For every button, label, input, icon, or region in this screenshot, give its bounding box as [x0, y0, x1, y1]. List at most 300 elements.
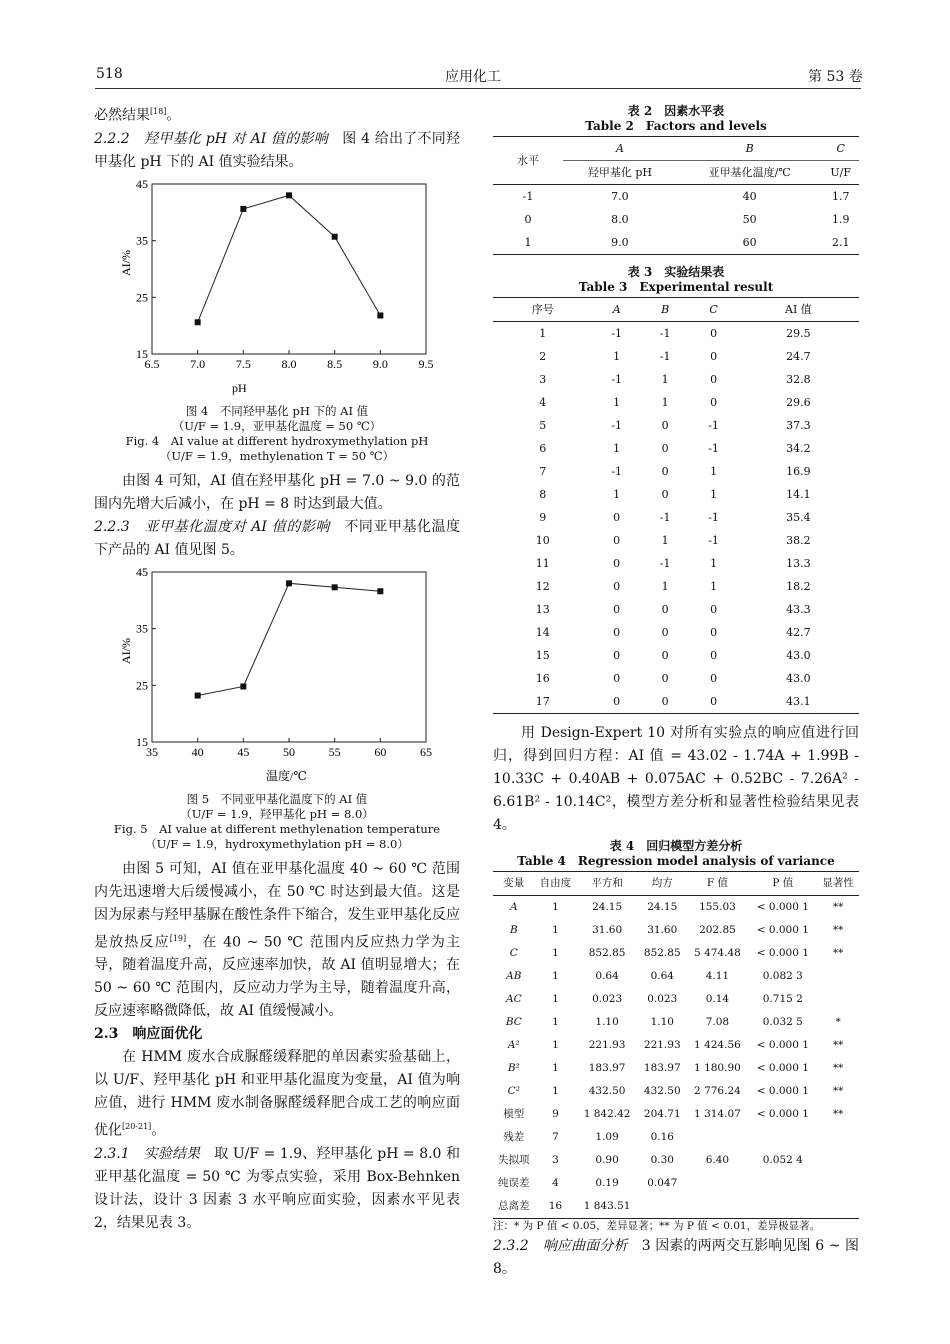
table-cell: 0 [613, 534, 621, 547]
header-rule [95, 88, 861, 89]
table-cell: 1 [552, 993, 559, 1005]
table-cell: 1 [710, 465, 718, 478]
table-cell: 0 [710, 626, 718, 639]
data-point [377, 312, 383, 318]
table-cell: < 0.000 1 [756, 1039, 809, 1051]
table-cell: 4 [552, 1177, 559, 1189]
x-tick-label: 55 [328, 744, 341, 759]
table-row [493, 231, 859, 255]
table-cell: -1 [659, 327, 671, 340]
table-cell: ** [832, 1085, 844, 1097]
data-point [286, 580, 292, 586]
table-cell: -1 [708, 534, 719, 547]
table-cell: 1 [552, 970, 559, 982]
table-cell [817, 1126, 859, 1149]
table-row [493, 575, 859, 598]
table-cell: 0 [613, 649, 621, 662]
y-tick-label: 15 [136, 734, 148, 749]
table-cell [687, 1126, 749, 1149]
table-cell: < 0.000 1 [756, 947, 809, 959]
journal-name: 应用化工 [445, 69, 501, 85]
table-row [493, 919, 859, 942]
table-cell: 1 [552, 901, 559, 913]
table-cell: 8 [539, 488, 547, 501]
table-row [493, 1057, 859, 1080]
table-cell: 1 [710, 580, 718, 593]
table-row [493, 644, 859, 667]
table-cell: 1 314.07 [694, 1108, 741, 1120]
table-cell: 13.3 [786, 557, 811, 570]
table-row [493, 942, 859, 965]
table-cell: 0 [710, 396, 718, 409]
figure-5-condition-en: （U/F = 1.9，hydroxymethylation pH = 8.0） [145, 836, 409, 851]
table-header: U/F [830, 166, 851, 179]
y-tick-label: 45 [136, 176, 148, 191]
table-cell: 14.1 [786, 488, 811, 501]
table-cell: 1 424.56 [694, 1039, 741, 1051]
table-cell: 3 [539, 373, 547, 386]
table-cell: 0.052 4 [762, 1154, 803, 1166]
table-cell: 残差 [503, 1131, 525, 1143]
table-header: A [612, 303, 621, 316]
table-2-title-en: Table 2 Factors and levels [585, 119, 767, 133]
section-title: 2.2.3 亚甲基化温度对 AI 值的影响 [94, 518, 330, 535]
table-cell: < 0.000 1 [756, 1085, 809, 1097]
table-cell: 1 [552, 924, 559, 936]
table-cell: 204.71 [643, 1108, 681, 1120]
table-cell: 5 474.48 [694, 947, 741, 959]
table-2-title-cn: 表 2 因素水平表 [627, 104, 725, 118]
table-cell: 1 [661, 580, 669, 593]
table-cell: 总离差 [498, 1200, 530, 1212]
section-2-2-3: 2.2.3 亚甲基化温度对 AI 值的影响 不同亚甲基化温度下产品的 AI 值见图 5。 [94, 518, 461, 558]
table-cell [817, 965, 859, 988]
table-row [493, 1080, 859, 1103]
table-row [493, 621, 859, 644]
table-cell: 34.2 [786, 442, 811, 455]
table-cell: 1 [710, 488, 718, 501]
table-cell: 0 [613, 603, 621, 616]
table-cell: 0 [613, 672, 621, 685]
table-cell: 0 [524, 213, 532, 226]
table-cell: 1.9 [831, 213, 850, 226]
table-cell: -1 [708, 511, 719, 524]
section-2-3-2: 2.3.2 响应曲面分析 3 因素的两两交互影响见图 6 ~ 图 8。 [493, 1238, 859, 1277]
table-cell: 9.0 [611, 236, 629, 249]
table-row [493, 1172, 859, 1195]
section-2-3-title: 2.3 响应面优化 [94, 1026, 203, 1043]
table-header: P 值 [772, 877, 794, 889]
table-cell: 183.97 [643, 1062, 681, 1074]
figure-5 [94, 562, 460, 852]
table-cell: 852.85 [588, 947, 626, 959]
x-tick-label: 7.0 [190, 356, 206, 371]
table-cell: 5 [539, 419, 547, 432]
table-cell: 0.19 [595, 1177, 619, 1189]
table-header: 均方 [651, 877, 673, 889]
table-cell: 0.30 [650, 1154, 674, 1166]
figure-4-chart [94, 174, 460, 396]
table-header: 变量 [503, 877, 525, 889]
table-cell [748, 1172, 817, 1195]
table-cell: 2.1 [831, 236, 850, 249]
table-cell: 32.8 [786, 373, 811, 386]
table-cell: 2 776.24 [694, 1085, 741, 1097]
table-cell [748, 1126, 817, 1149]
y-axis-label: AI/% [119, 637, 133, 664]
table-cell: 43.1 [786, 695, 811, 708]
table-cell: 11 [535, 557, 550, 570]
table-cell: A² [507, 1039, 520, 1051]
table-cell: 2 [539, 350, 547, 363]
table-cell: B [509, 924, 518, 936]
table-cell: ** [832, 1039, 844, 1051]
table-cell: 1.09 [595, 1131, 619, 1143]
table-cell [817, 1195, 859, 1219]
section-title: 2.2.2 羟甲基化 pH 对 AI 值的影响 [94, 130, 328, 147]
table-cell: < 0.000 1 [756, 1108, 809, 1120]
page-number: 518 [96, 66, 123, 82]
table-row [493, 529, 859, 552]
section-title: 2.3.2 响应曲面分析 [493, 1238, 628, 1254]
table-header: C [709, 303, 718, 316]
table-cell: 60 [742, 236, 757, 249]
table-cell: 4 [539, 396, 547, 409]
x-tick-label: 60 [374, 744, 387, 759]
table-cell: 1 842.42 [583, 1108, 631, 1120]
table-cell: 31.60 [592, 924, 623, 936]
table-cell: C² [507, 1085, 520, 1097]
table-cell: 1.10 [650, 1016, 674, 1028]
table-cell: < 0.000 1 [756, 1062, 809, 1074]
table-row [493, 896, 859, 920]
table-cell: 1 [524, 236, 532, 249]
table-cell: 1 [661, 396, 669, 409]
table-cell: 1 [613, 350, 621, 363]
table-row [493, 185, 859, 209]
table-cell: 1 [613, 396, 621, 409]
table-cell: 0 [661, 465, 669, 478]
table-row [493, 598, 859, 621]
table-cell: 221.93 [588, 1039, 626, 1051]
fig4-discussion: 由图 4 可知，AI 值在羟甲基化 pH = 7.0 ~ 9.0 的范围内先增大后减小，在 pH = 8 时达到最大值。 [94, 472, 460, 512]
table-cell: 0 [710, 603, 718, 616]
table-cell: 1 180.90 [694, 1062, 741, 1074]
table-cell: 1.10 [595, 1016, 619, 1028]
plot-frame [152, 184, 426, 354]
table-cell: < 0.000 1 [756, 924, 809, 936]
table-cell: 16 [548, 1200, 563, 1212]
figure-4-condition-cn: （U/F = 1.9，亚甲基化温度 = 50 ℃） [172, 418, 382, 433]
table-4-title-en: Table 4 Regression model analysis of variance [517, 854, 835, 868]
table-row [493, 506, 859, 529]
table-cell: -1 [708, 419, 719, 432]
table-cell: ** [832, 924, 844, 936]
x-tick-label: 6.5 [144, 356, 160, 371]
table-cell: -1 [611, 327, 623, 340]
table-cell: -1 [611, 373, 623, 386]
table-cell: 1 [552, 1085, 559, 1097]
table-cell: 0 [661, 419, 669, 432]
table-header: 显著性 [822, 877, 854, 889]
x-tick-label: 45 [237, 744, 250, 759]
table-cell: 0 [661, 672, 669, 685]
table-cell [748, 1195, 817, 1219]
table-cell: 7 [539, 465, 547, 478]
section-2-2-2: 2.2.2 羟甲基化 pH 对 AI 值的影响 图 4 给出了不同羟甲基化 pH 下的 AI 值实验结果。 [94, 130, 461, 170]
table-cell: ** [832, 1062, 844, 1074]
table-cell: 0 [613, 580, 621, 593]
x-tick-label: 7.5 [235, 356, 251, 371]
volume-label: 第 53 卷 [808, 69, 863, 85]
table-cell: 155.03 [699, 901, 736, 913]
figure-5-caption-en: Fig. 5 AI value at different methylenation temperature [113, 821, 441, 836]
table-header: 平方和 [591, 877, 623, 889]
table-cell: 50 [742, 213, 757, 226]
x-tick-label: 65 [420, 744, 432, 759]
table-cell: 9 [552, 1108, 559, 1120]
table-cell: 42.7 [786, 626, 811, 639]
table-header: 水平 [493, 137, 563, 185]
series-line [198, 195, 381, 322]
table-header: 羟甲基化 pH [587, 166, 652, 179]
table-cell: 8.0 [611, 213, 629, 226]
table-cell: 0.16 [650, 1131, 674, 1143]
x-tick-label: 9.0 [372, 356, 388, 371]
y-tick-label: 25 [136, 289, 148, 304]
plot-frame [152, 572, 426, 742]
table-cell: 15 [535, 649, 550, 662]
figure-4-caption-en: Fig. 4 AI value at different hydroxymethylation pH [125, 433, 429, 448]
table-cell: 7 [552, 1131, 559, 1143]
table-cell: 0 [710, 695, 718, 708]
table-cell: 43.0 [786, 649, 811, 662]
y-axis-label: AI/% [119, 249, 133, 276]
table-cell: 0 [710, 327, 718, 340]
x-tick-label: 9.5 [418, 356, 434, 371]
x-tick-label: 8.0 [281, 356, 297, 371]
table-cell: AB [506, 970, 522, 982]
y-tick-label: 25 [136, 677, 148, 692]
table-header: 亚甲基化温度/℃ [708, 166, 791, 179]
table-cell: 0 [613, 626, 621, 639]
table-cell: < 0.000 1 [756, 901, 809, 913]
data-point [332, 584, 338, 590]
table-cell: 16.9 [786, 465, 811, 478]
data-point [195, 319, 201, 325]
table-cell: -1 [522, 190, 534, 203]
figure-5-chart [94, 562, 460, 784]
table-cell: -1 [708, 442, 719, 455]
table-cell: -1 [659, 511, 671, 524]
table-cell: AC [505, 993, 522, 1005]
table-cell: 24.7 [786, 350, 811, 363]
table-cell: 0 [661, 488, 669, 501]
table-cell: 0 [661, 649, 669, 662]
table-cell: 1 [539, 327, 547, 340]
table-cell: 0 [710, 672, 718, 685]
section-title: 2.3.1 实验结果 [94, 1145, 201, 1162]
table-cell: 1 [613, 488, 621, 501]
table-cell: 0.14 [705, 993, 730, 1005]
table-cell: 16 [535, 672, 550, 685]
figure-4-caption-cn: 图 4 不同羟甲基化 pH 下的 AI 值 [185, 403, 369, 418]
table-row [493, 437, 859, 460]
table-cell: 1 [552, 1016, 559, 1028]
x-axis-label: 温度/℃ [266, 768, 307, 783]
table-cell: 6.40 [705, 1154, 730, 1166]
table-row [493, 368, 859, 391]
table-row [493, 322, 859, 346]
table-row [493, 1149, 859, 1172]
table-cell: 37.3 [786, 419, 811, 432]
table-cell [638, 1195, 687, 1219]
table-cell: 0.64 [595, 970, 619, 982]
table-cell: 38.2 [786, 534, 811, 547]
regression-paragraph: 用 Design-Expert 10 对所有实验点的响应值进行回归，得到回归方程：AI 值 = 43.02 - 1.74A + 1.99B - 10.33C + 0.40AB + 0.075AC + 0.52BC - 7.26A² - 6.61B² - 10.14C²，模型方差分析和显著性检验结果见表 4。 [493, 725, 859, 833]
figure-4 [94, 174, 460, 464]
table-cell: 0.023 [592, 993, 623, 1005]
intro-paragraph: 必然结果[18]。 [94, 107, 181, 124]
data-point [377, 588, 383, 594]
fig5-discussion: 由图 5 可知，AI 值在亚甲基化温度 40 ~ 60 ℃ 范围内先迅速增大后缓慢减小，在 50 ℃ 时达到最大值。这是因为尿素与羟甲基脲在酸性条件下缩合，发生亚甲基化反应是放热反应[19]，在 40 ~ 50 ℃ 范围内反应热力学为主导，随着温度升高，反应速率加快，故 AI 值明显增大；在 50 ~ 60 ℃ 范围内，反应动力学为主导，随着温度升高，反应速率略微降低，故 AI 值缓慢减小。 [94, 860, 460, 1020]
table-cell: 29.6 [786, 396, 811, 409]
table-cell: -1 [611, 419, 623, 432]
data-point [240, 683, 246, 689]
table-cell: 221.93 [643, 1039, 681, 1051]
table-cell: 4.11 [705, 970, 730, 982]
table-cell: 0 [710, 373, 718, 386]
table-header: A [563, 137, 677, 161]
table-cell: 1.7 [831, 190, 850, 203]
table-header: B [661, 303, 670, 316]
table-cell: 7.08 [705, 1016, 730, 1028]
table-cell: ** [832, 901, 844, 913]
table-cell: 模型 [503, 1108, 525, 1120]
table-cell: -1 [659, 350, 671, 363]
table-row [493, 414, 859, 437]
table-cell: B² [507, 1062, 520, 1074]
figure-5-caption-cn: 图 5 不同亚甲基化温度下的 AI 值 [186, 791, 368, 806]
table-header: C [822, 137, 859, 161]
table-cell: 1 [710, 557, 718, 570]
table-cell: 14 [535, 626, 550, 639]
table-cell: 0.715 2 [762, 993, 803, 1005]
section-2-3-1: 2.3.1 实验结果 取 U/F = 1.9、羟甲基化 pH = 8.0 和亚甲基化温度 = 50 ℃ 为零点实验，采用 Box-Behnken 设计法，设计 3 因素 3 水平响应面实验，因素水平见表 2，结果见表 3。 [94, 1145, 461, 1231]
table-cell: 9 [539, 511, 547, 524]
table-cell: 0 [710, 649, 718, 662]
table-cell: 失拟项 [498, 1154, 530, 1166]
table-cell: 0 [613, 695, 621, 708]
table-cell: 纯误差 [498, 1177, 530, 1189]
data-point [240, 206, 246, 212]
table-cell: 43.0 [786, 672, 811, 685]
left-column [94, 100, 460, 1235]
table-cell [817, 988, 859, 1011]
table-cell: 432.50 [588, 1085, 626, 1097]
table-cell: 31.60 [647, 924, 678, 936]
table-row [493, 1103, 859, 1126]
table-cell: 0 [613, 511, 621, 524]
table-row [493, 208, 859, 231]
table-cell [817, 1149, 859, 1172]
table-row [493, 965, 859, 988]
table-cell: 0.032 5 [762, 1016, 803, 1028]
table-cell: 1 [661, 373, 669, 386]
table-cell: BC [505, 1016, 522, 1028]
table-row [493, 391, 859, 414]
table-cell: 29.5 [786, 327, 811, 340]
table-cell: 0 [661, 442, 669, 455]
table-header: F 值 [706, 877, 728, 889]
table-cell: * [835, 1016, 841, 1028]
table-row [493, 345, 859, 368]
table-cell: 0 [661, 626, 669, 639]
table-row [493, 483, 859, 506]
section-2-3-paragraph: 在 HMM 废水合成脲醛缓释肥的单因素实验基础上，以 U/F、羟甲基化 pH 和亚甲基化温度为变量，AI 值为响应值，进行 HMM 废水制备脲醛缓释肥合成工艺的响应面优化[20-21]。 [94, 1049, 460, 1139]
table-4-note: 注：* 为 P 值 < 0.05，差异显著；** 为 P 值 < 0.01，差异极显著。 [493, 1220, 821, 1232]
table-cell: 0.082 3 [762, 970, 803, 982]
table-3-title-cn: 表 3 实验结果表 [627, 265, 725, 279]
table-cell: -1 [659, 557, 671, 570]
table-cell: 40 [742, 190, 757, 203]
table-3-title-en: Table 3 Experimental result [578, 280, 774, 294]
table-cell: 1 [661, 534, 669, 547]
table-cell: 0 [710, 350, 718, 363]
table-cell: 24.15 [592, 901, 623, 913]
y-tick-label: 15 [136, 346, 148, 361]
table-cell: 1 [552, 947, 559, 959]
table-cell [687, 1172, 749, 1195]
table-cell: 0.64 [650, 970, 674, 982]
table-row [493, 1195, 859, 1219]
table-row [493, 988, 859, 1011]
table-row [493, 460, 859, 483]
table-cell: 1 843.51 [583, 1200, 631, 1212]
table-row [493, 1034, 859, 1057]
x-tick-label: 8.5 [327, 356, 343, 371]
table-cell: 0.047 [647, 1177, 678, 1189]
table-cell: 35.4 [786, 511, 811, 524]
table-cell: 6 [539, 442, 547, 455]
x-tick-label: 35 [146, 744, 158, 759]
table-cell: 24.15 [647, 901, 678, 913]
table-cell: 0 [613, 557, 621, 570]
table-cell: 17 [535, 695, 550, 708]
y-tick-label: 35 [136, 621, 148, 636]
data-point [195, 692, 201, 698]
table-header: B [677, 137, 823, 161]
table-header: 自由度 [539, 877, 572, 889]
table-3 [493, 297, 859, 714]
table-cell [687, 1195, 749, 1219]
table-4-title-cn: 表 4 回归模型方差分析 [609, 839, 743, 853]
table-2 [493, 136, 859, 255]
table-cell: 7.0 [611, 190, 629, 203]
table-cell: 12 [535, 580, 550, 593]
data-point [332, 233, 338, 239]
table-cell: ** [832, 1108, 844, 1120]
y-tick-label: 35 [136, 233, 148, 248]
table-cell: ** [832, 947, 844, 959]
table-header: 序号 [531, 303, 554, 316]
table-cell: 0.90 [595, 1154, 619, 1166]
table-cell: 852.85 [643, 947, 681, 959]
table-row [493, 552, 859, 575]
table-cell: 0 [661, 695, 669, 708]
table-cell: 1 [552, 1062, 559, 1074]
table-cell: 0 [661, 603, 669, 616]
